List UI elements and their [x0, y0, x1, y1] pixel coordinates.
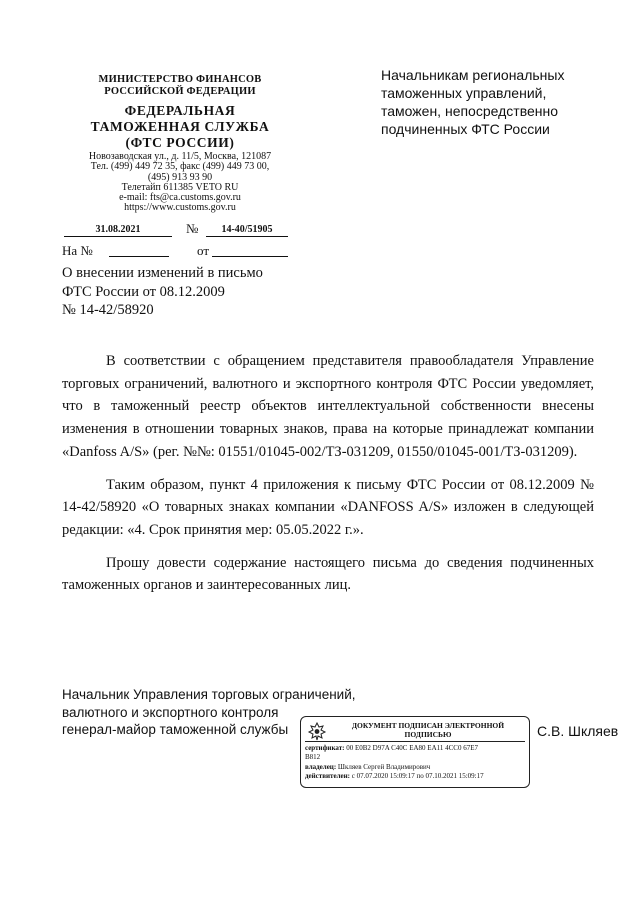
validity-value: с 07.07.2020 15:09:17 по 07.10.2021 15:09:17: [351, 771, 484, 780]
subject-line-1: О внесении изменений в письмо: [62, 265, 263, 281]
service-name: [55, 103, 305, 151]
emblem-icon: [307, 721, 327, 741]
contact-phone: Тел. (499) 449 72 35, факс (499) 449 73 00,: [90, 161, 270, 173]
contact-phone-2: (495) 913 93 90: [147, 171, 213, 183]
reply-to-date-label: от: [197, 243, 210, 258]
certificate-label: сертификат:: [305, 744, 345, 752]
contact-details: [55, 152, 305, 214]
stamp-heading-line-2: ПОДПИСЬЮ: [404, 730, 452, 739]
owner-value: Шкляев Сергей Владимирович: [337, 762, 431, 771]
reply-to-number-blank: [109, 256, 169, 257]
addressee-line-4: подчиненных ФТС России: [381, 121, 550, 137]
subject-line-2: ФТС России от 08.12.2009: [62, 283, 225, 300]
letter-body: [62, 350, 594, 607]
letter-subject: [62, 264, 263, 320]
addressee-line-1: Начальникам региональных: [381, 67, 565, 83]
number-sign: №: [186, 221, 199, 236]
registration-date: 31.08.2021: [64, 224, 172, 237]
ministry-line-2: РОССИЙСКОЙ ФЕДЕРАЦИИ: [104, 86, 256, 97]
body-paragraph-1: В соответствии с обращением представителя правообладателя Управление торговых ограничений, валютного и экспортного контроля ФТС России уведомляет, что в таможенный реестр объектов интеллектуальной собственности внесены изменения в отношении товарных знаков, права на которые принадлежат компании «Danfoss A/S» (рег. №№: 01551/01045-002/ТЗ-031209, 01550/01045-001/ТЗ-031209).: [62, 353, 594, 460]
addressee: [381, 66, 564, 138]
stamp-details: [305, 744, 525, 781]
electronic-signature-stamp: [300, 716, 530, 788]
validity-label: действителен:: [305, 771, 350, 780]
addressee-line-3: таможен, непосредственно: [381, 103, 559, 119]
ministry-name: [55, 74, 305, 98]
service-line-1: ФЕДЕРАЛЬНАЯ: [124, 103, 236, 118]
stamp-heading-line-1: ДОКУМЕНТ ПОДПИСАН ЭЛЕКТРОННОЙ: [351, 721, 505, 730]
contact-address: Новозаводская ул., д. 11/5, Москва, 121087: [88, 151, 272, 162]
owner-label: владелец:: [305, 762, 337, 771]
service-line-3: (ФТС РОССИИ): [125, 135, 235, 150]
registration-number: 14-40/51905: [206, 224, 288, 237]
stamp-divider: [305, 741, 525, 742]
contact-website: https://www.customs.gov.ru: [124, 202, 236, 214]
subject-line-3: № 14-42/58920: [62, 302, 154, 318]
contact-email: e-mail: fts@ca.customs.gov.ru: [119, 192, 241, 204]
ministry-line-1: МИНИСТЕРСТВО ФИНАНСОВ: [98, 74, 262, 85]
service-line-2: ТАМОЖЕННАЯ СЛУЖБА: [90, 119, 270, 134]
body-paragraph-3: Прошу довести содержание настоящего письма до сведения подчиненных таможенных органов и заинтересованных лиц.: [62, 554, 594, 594]
reply-to-date-blank: [212, 256, 288, 257]
signatory-title-line-3: генерал-майор таможенной службы: [62, 722, 289, 737]
signer-name: С.В. Шкляев: [537, 723, 619, 739]
stamp-validity-row: [305, 772, 525, 781]
contact-teletype: Телетайп 611385 VETO RU: [121, 181, 239, 193]
stamp-owner-row: [305, 763, 525, 772]
signatory-title-line-2: валютного и экспортного контроля: [62, 704, 279, 720]
certificate-value-continuation: B812: [305, 753, 321, 762]
signatory-title-line-1: Начальник Управления торговых ограничений,: [62, 687, 356, 702]
stamp-heading: [331, 721, 525, 739]
addressee-line-2: таможенных управлений,: [381, 85, 547, 101]
stamp-certificate-row: [305, 744, 525, 753]
certificate-value: 00 E0B2 D97A C40C EA80 EA11 4CC0 67E7: [346, 744, 478, 752]
body-paragraph-2: Таким образом, пункт 4 приложения к письму ФТС России от 08.12.2009 № 14-42/58920 «О товарных знаках компании «DANFOSS A/S» изложен в следующей редакции: «4. Срок принятия мер: 05.05.2022 г.».: [62, 476, 594, 538]
reply-to-number-label: На №: [62, 243, 93, 258]
